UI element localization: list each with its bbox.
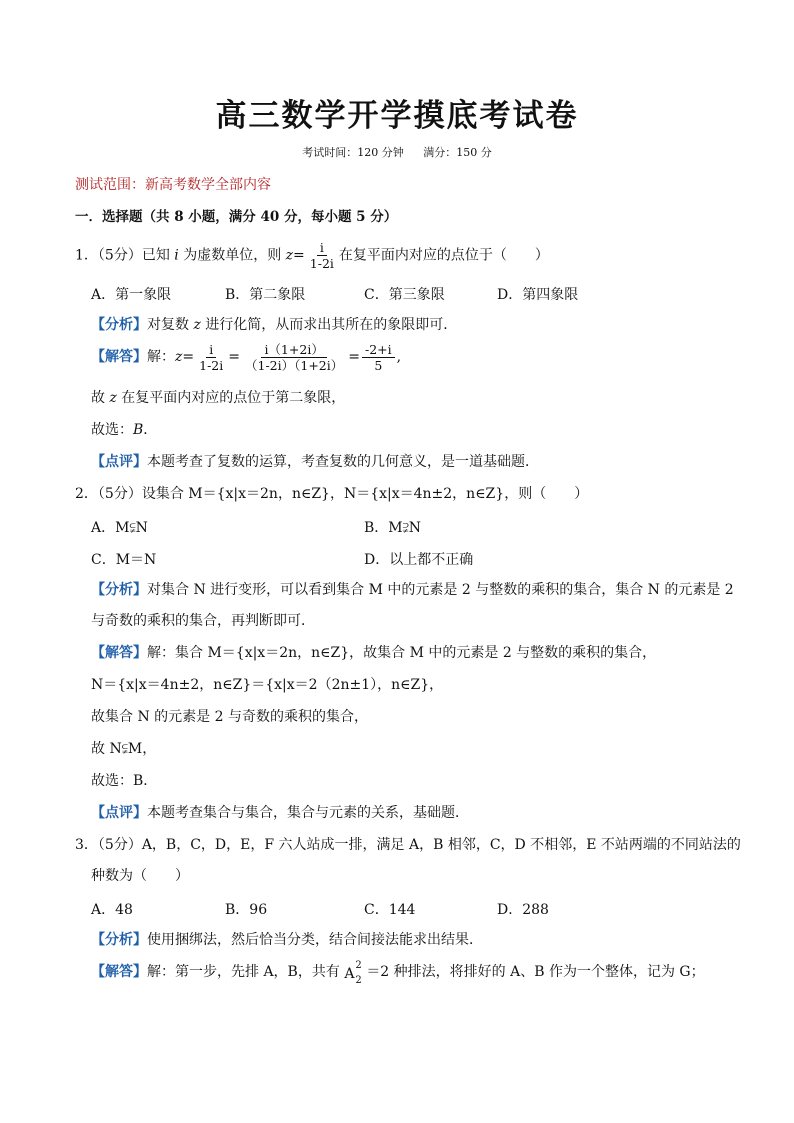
- q2-option-c: C．M＝N: [91, 552, 157, 568]
- q3-stem-line2: 种数为（ ）: [91, 868, 189, 884]
- page-title: 高三数学开学摸底考试卷: [215, 98, 579, 134]
- q1-stem: 1．（5分）已知 i 为虚数单位，则 z= $\frac{i}{1-2i}$ 在复平面内对应的点位于（ ）: [75, 240, 549, 271]
- q1-answer-line2: 故 z 在复平面内对应的点位于第二象限，: [91, 390, 346, 406]
- q2-analysis: 【分析】对集合 N 进行变形，可以看到集合 M 中的元素是 2 与整数的乘积的集合，集合 N 的元素是 2: [91, 582, 734, 598]
- q3-option-a: A．48: [91, 902, 133, 918]
- q3-option-b: B．96: [225, 902, 268, 918]
- q2-answer: 【解答】解：集合 M＝{x|x＝2n，n∈Z}，故集合 M 中的元素是 2 与整数的乘积的集合，: [91, 645, 657, 661]
- q2-analysis-line2: 与奇数的乘积的集合，再判断即可．: [91, 613, 315, 629]
- q2-comment: 【点评】本题考查集合与集合，集合与元素的关系，基础题．: [91, 805, 469, 821]
- q2-answer-line4: 故 N⫋M，: [91, 741, 157, 757]
- q2-answer-line2: N＝{x|x＝4n±2，n∈Z}＝{x|x＝2（2n±1），n∈Z}，: [91, 677, 444, 693]
- section-heading: 一．选择题（共 8 小题，满分 40 分，每小题 5 分）: [75, 209, 398, 225]
- q1-option-b: B．第二象限: [225, 287, 306, 303]
- q3-stem: 3．（5分）A，B，C，D，E，F 六人站成一排，满足 A，B 相邻，C，D 不相邻，E 不站两端的不同站法的: [75, 837, 741, 853]
- q3-option-c: C．144: [364, 902, 416, 918]
- test-scope: 测试范围：新高考数学全部内容: [75, 177, 271, 193]
- q3-analysis: 【分析】使用捆绑法，然后恰当分类，结合间接法能求出结果．: [91, 932, 483, 948]
- q3-option-d: D．288: [497, 902, 549, 918]
- q1-choice: 故选：B．: [91, 422, 158, 438]
- q1-answer-fraction-1: $\frac{i}{1-2i}$: [199, 341, 224, 373]
- q3-answer: 【解答】解：第一步，先排 A，B，共有 A 2 2 ＝2 种排法，将排好的 A、B 作为一个整体，记为 G；: [91, 960, 705, 986]
- q2-choice: 故选：B．: [91, 773, 158, 789]
- q2-answer-line3: 故集合 N 的元素是 2 与奇数的乘积的集合，: [91, 709, 368, 725]
- q1-comment: 【点评】本题考查了复数的运算，考查复数的几何意义，是一道基础题．: [91, 454, 539, 470]
- q1-fraction: $\frac{i}{1-2i}$: [309, 240, 334, 271]
- q1-analysis: 【分析】对复数 z 进行化简，从而求出其所在的象限即可．: [91, 317, 458, 333]
- q1-answer: 【解答】解：z= $\frac{i}{1-2i}$ = $\frac{i(1+2i)}{(1-2i)(1+2i)}$ = $\frac{-2+i}{5}$ ,: [91, 341, 402, 373]
- q2-option-b: B．M⫌N: [364, 520, 422, 536]
- exam-time: 考试时间：120 分钟: [302, 146, 404, 159]
- full-score: 满分：150 分: [423, 146, 492, 159]
- q1-option-d: D．第四象限: [497, 287, 579, 303]
- q2-option-a: A．M⫋N: [91, 520, 148, 536]
- q2-option-d: D．以上都不正确: [364, 552, 474, 568]
- exam-meta: [0, 146, 794, 160]
- permutation-symbol: A 2 2: [344, 960, 362, 986]
- q1-option-a: A．第一象限: [91, 287, 172, 303]
- q1-answer-fraction-2: $\frac{i(1+2i)}{(1-2i)(1+2i)}$: [245, 341, 344, 373]
- q1-option-c: C．第三象限: [364, 287, 445, 303]
- q2-stem: 2．（5分）设集合 M＝{x|x＝2n，n∈Z}，N＝{x|x＝4n±2，n∈Z}，则（ ）: [75, 486, 589, 502]
- q1-answer-fraction-3: $\frac{-2+i}{5}$: [362, 342, 395, 373]
